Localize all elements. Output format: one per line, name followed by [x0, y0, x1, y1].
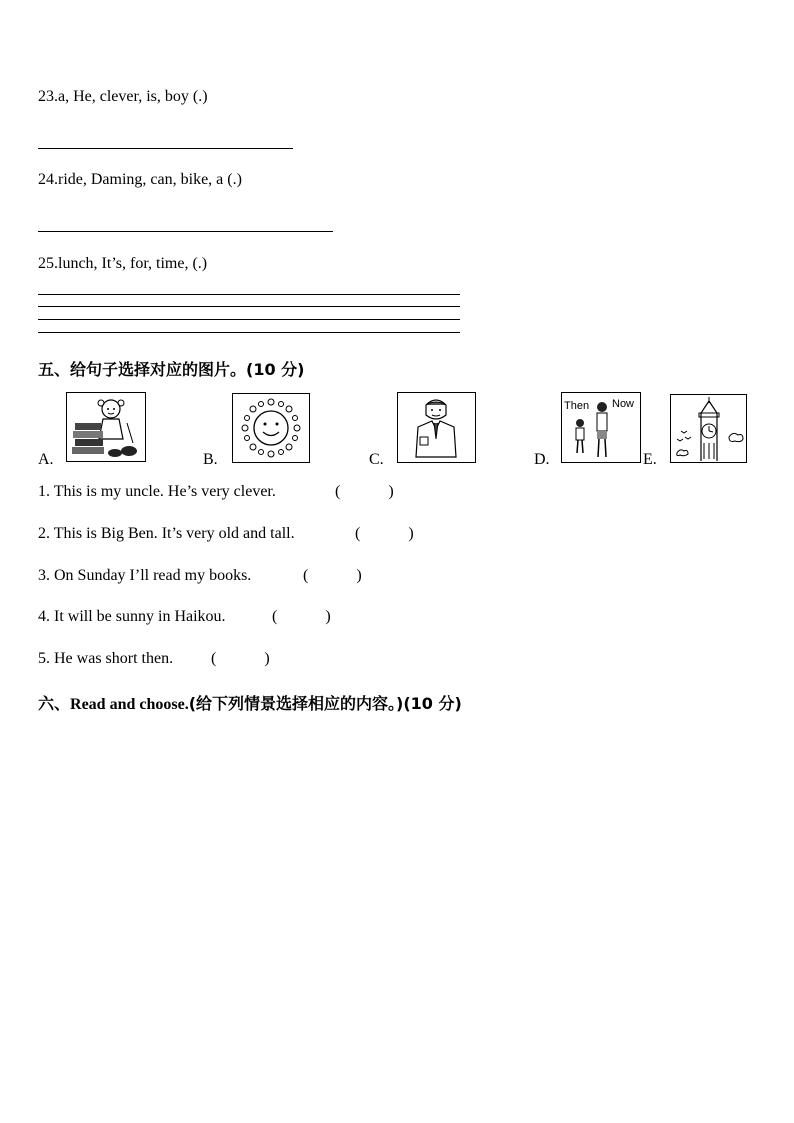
- section-6-title-cn: (给下列情景选择相应的内容。)(10 分): [188, 694, 462, 713]
- answer-line-24[interactable]: [38, 231, 333, 232]
- answer-line-25a[interactable]: [38, 294, 460, 295]
- match-item-5: 5. He was short then.: [38, 650, 174, 667]
- option-letter-d: D.: [534, 451, 550, 468]
- answer-blank-4[interactable]: ( ): [272, 608, 331, 625]
- match-item-3: 3. On Sunday I’ll read my books.: [38, 567, 252, 584]
- answer-line-25d[interactable]: [38, 332, 460, 333]
- man-in-suit-icon: [397, 392, 476, 463]
- option-letter-b: B.: [203, 451, 218, 468]
- answer-blank-1[interactable]: ( ): [335, 483, 394, 500]
- section-6-heading: [38, 691, 462, 714]
- smiling-sun-icon: [232, 393, 310, 463]
- match-item-4: 4. It will be sunny in Haikou.: [38, 608, 226, 625]
- then-caption: Then: [564, 400, 590, 412]
- section-6-prefix: 六、: [38, 694, 71, 713]
- answer-blank-5[interactable]: ( ): [211, 650, 270, 667]
- section-6-title-en: Read and choose.: [70, 696, 189, 713]
- now-caption: Now: [612, 398, 635, 410]
- answer-blank-2[interactable]: ( ): [355, 525, 414, 542]
- answer-line-23[interactable]: [38, 148, 293, 149]
- option-letter-c: C.: [369, 451, 384, 468]
- option-letter-a: A.: [38, 451, 54, 468]
- answer-blank-3[interactable]: ( ): [303, 567, 362, 584]
- question-25: 25.lunch, It’s, for, time, (.): [38, 255, 208, 272]
- match-item-2: 2. This is Big Ben. It’s very old and tall.: [38, 525, 295, 542]
- big-ben-icon: [670, 394, 747, 463]
- answer-line-25c[interactable]: [38, 319, 460, 320]
- then-now-boys-icon: [561, 392, 641, 463]
- section-5-heading: 五、给句子选择对应的图片。(10 分): [38, 360, 305, 379]
- match-item-1: 1. This is my uncle. He’s very clever.: [38, 483, 276, 500]
- answer-line-25b[interactable]: [38, 306, 460, 307]
- option-letter-e: E.: [643, 451, 657, 468]
- girl-with-books-icon: [66, 392, 146, 462]
- question-24: 24.ride, Daming, can, bike, a (.): [38, 171, 242, 188]
- question-23: 23.a, He, clever, is, boy (.): [38, 88, 208, 105]
